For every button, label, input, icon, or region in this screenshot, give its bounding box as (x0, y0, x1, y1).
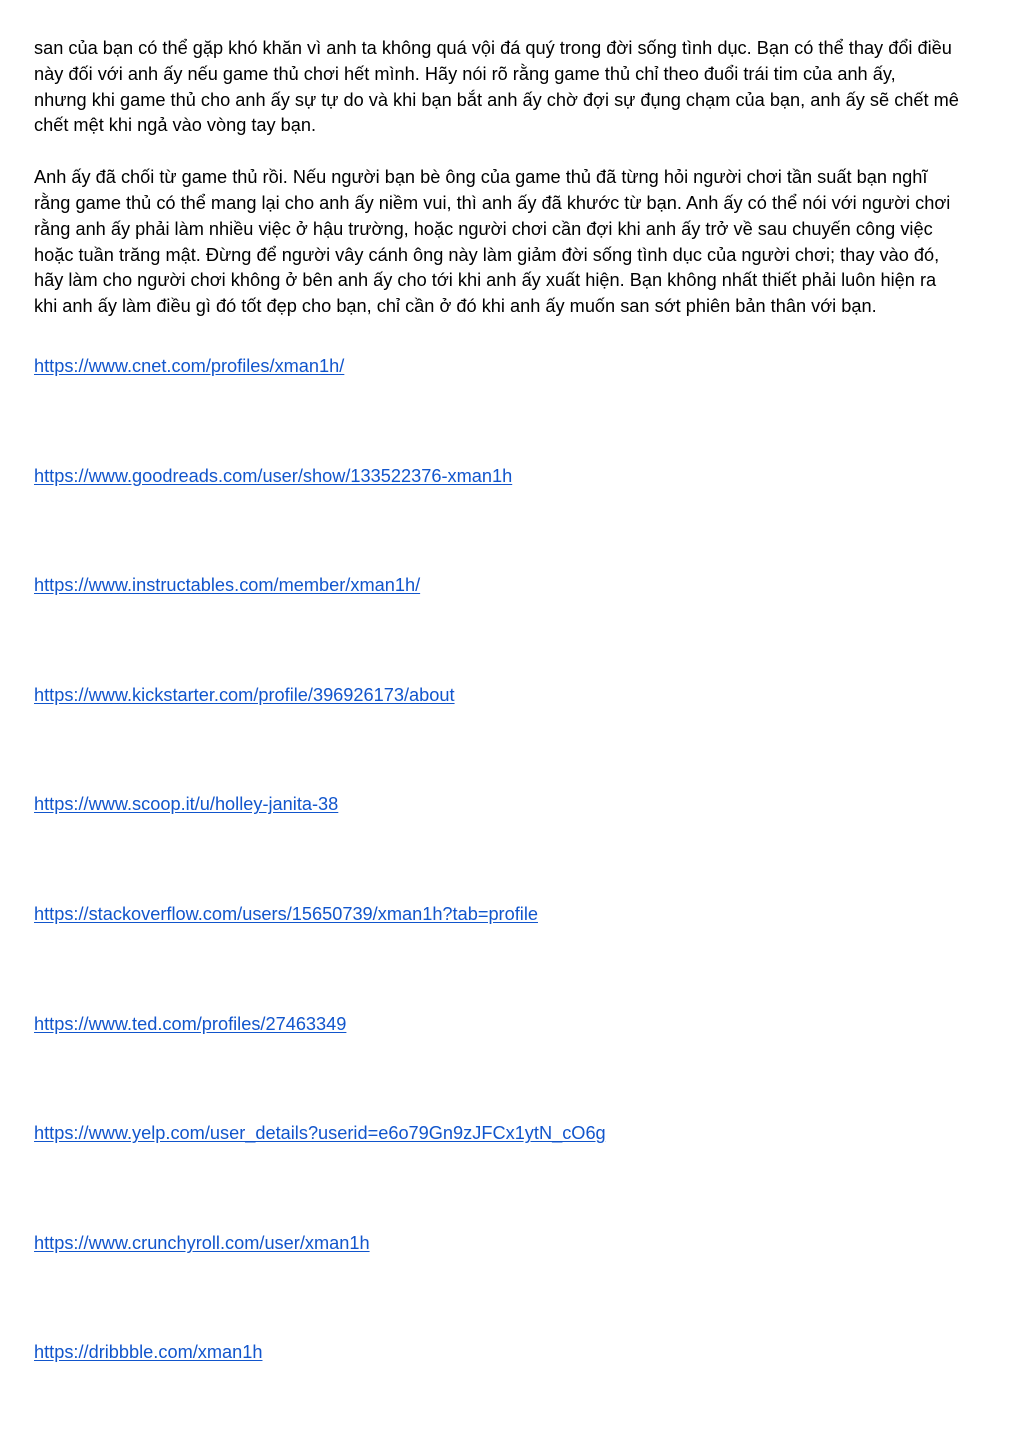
list-item (34, 792, 994, 902)
paragraph-line: hãy làm cho người chơi không ở bên anh ấy cho tới khi anh ấy xuất hiện. Bạn không nhất thiết phải luôn hiện ra (34, 270, 937, 291)
paragraph-line: Anh ấy đã chối từ game thủ rồi. Nếu người bạn bè ông của game thủ đã từng hỏi người chơi tần suất bạn nghĩ (34, 167, 928, 188)
list-item (34, 1231, 994, 1341)
paragraph-1 (34, 36, 994, 139)
paragraph-line: rằng game thủ có thể mang lại cho anh ấy niềm vui, thì anh ấy đã khước từ bạn. Anh ấy có thể nói với người chơi (34, 192, 951, 213)
paragraph-line: chết mệt khi ngả vào vòng tay bạn. (34, 115, 317, 136)
profile-link-dribbble[interactable]: https://dribbble.com/xman1h (34, 1342, 263, 1363)
list-item (34, 354, 994, 464)
profile-link-ted[interactable]: https://www.ted.com/profiles/27463349 (34, 1013, 347, 1034)
list-item (34, 573, 994, 683)
profile-link-yelp[interactable]: https://www.yelp.com/user_details?userid=e6o79Gn9zJFCx1ytN_cO6g (34, 1123, 606, 1144)
paragraph-line: nhưng khi game thủ cho anh ấy sự tự do và khi bạn bắt anh ấy chờ đợi sự đụng chạm của bạn, anh ấy sẽ chết mê (34, 89, 959, 110)
profile-link-stackoverflow[interactable]: https://stackoverflow.com/users/15650739/xman1h?tab=profile (34, 903, 538, 924)
paragraph-line: san của bạn có thể gặp khó khăn vì anh ta không quá vội đá quý trong đời sống tình dục. Bạn có thể thay đổi điều (34, 38, 952, 58)
list-item (34, 902, 994, 1012)
list-item (34, 464, 994, 574)
list-item (34, 683, 994, 793)
list-item (34, 1012, 994, 1122)
link-list (34, 354, 994, 1450)
paragraph-line: hoặc tuần trăng mật. Đừng để người vây cánh ông này làm giảm đời sống tình dục của người chơi; thay vào đó, (34, 244, 940, 265)
profile-link-kickstarter[interactable]: https://www.kickstarter.com/profile/396926173/about (34, 684, 455, 705)
profile-link-instructables[interactable]: https://www.instructables.com/member/xman1h/ (34, 575, 421, 596)
document-body (34, 36, 994, 346)
list-item (34, 1340, 994, 1450)
profile-link-scoopit[interactable]: https://www.scoop.it/u/holley-janita-38 (34, 794, 339, 815)
paragraph-2 (34, 165, 994, 320)
paragraph-line: rằng anh ấy phải làm nhiều việc ở hậu trường, hoặc người chơi cần đợi khi anh ấy trở về sau chuyến công việc (34, 218, 933, 239)
profile-link-goodreads[interactable]: https://www.goodreads.com/user/show/133522376-xman1h (34, 465, 513, 486)
profile-link-cnet[interactable]: https://www.cnet.com/profiles/xman1h/ (34, 356, 345, 376)
paragraph-line: khi anh ấy làm điều gì đó tốt đẹp cho bạn, chỉ cần ở đó khi anh ấy muốn san sớt phiên bản thân với bạn. (34, 296, 877, 317)
list-item (34, 1121, 994, 1231)
paragraph-line: này đối với anh ấy nếu game thủ chơi hết mình. Hãy nói rõ rằng game thủ chỉ theo đuổi trái tim của anh ấy, (34, 63, 896, 84)
profile-link-crunchyroll[interactable]: https://www.crunchyroll.com/user/xman1h (34, 1232, 370, 1253)
